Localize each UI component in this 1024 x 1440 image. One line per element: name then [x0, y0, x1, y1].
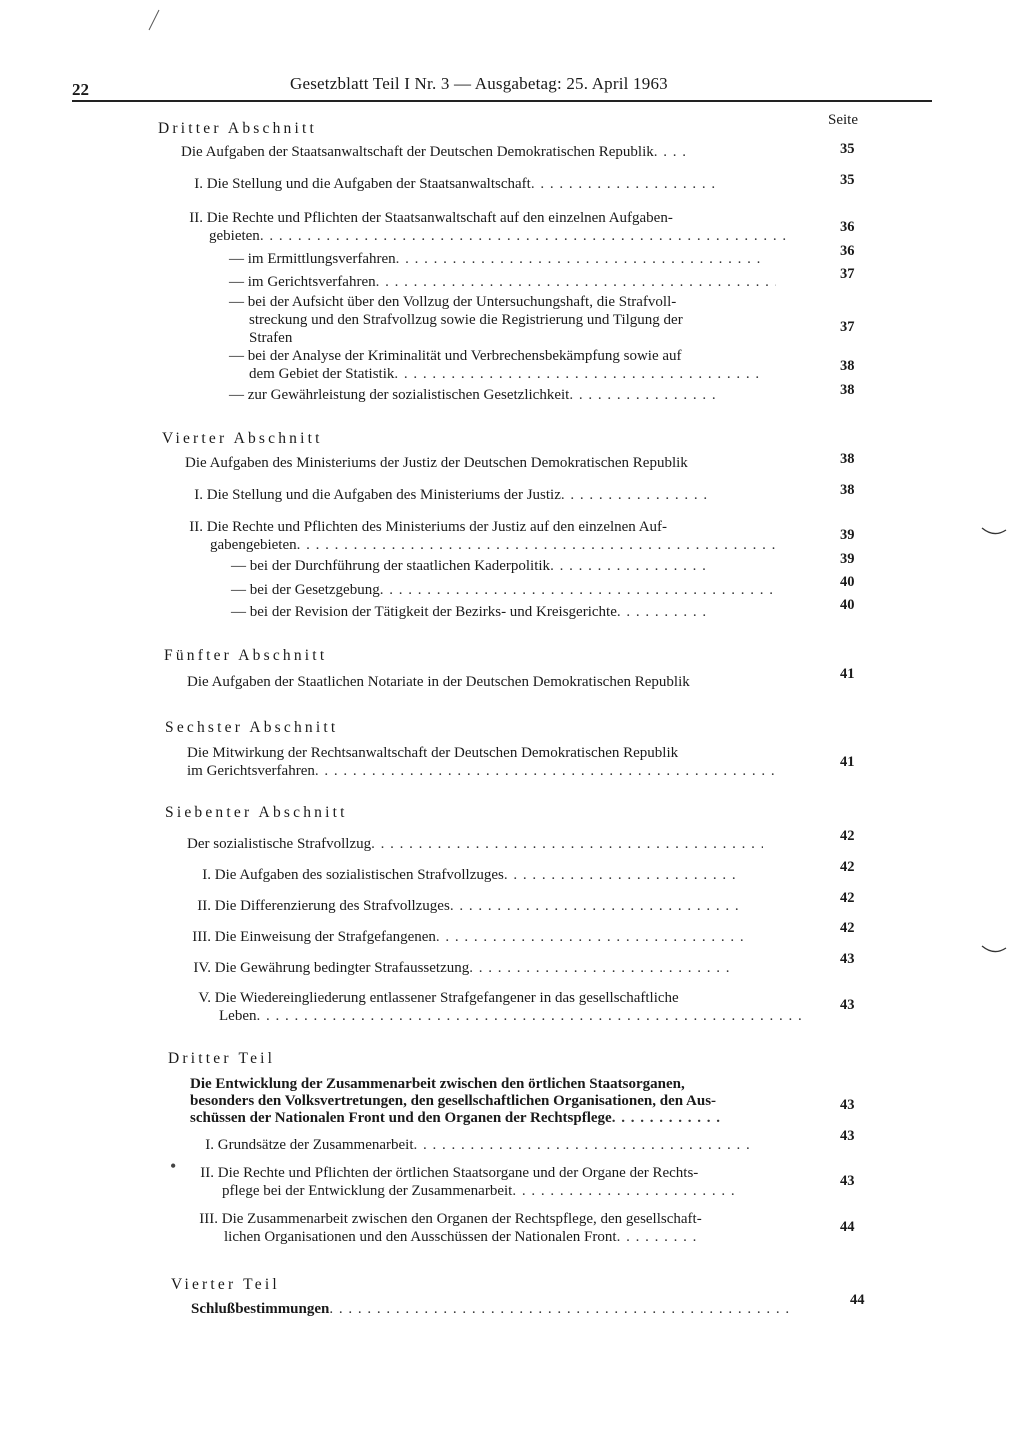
toc-entry: Die Aufgaben des Ministeriums der Justiz der Deutschen Demokratischen Republik: [185, 455, 688, 471]
toc-page-number: 37: [840, 319, 855, 335]
toc-page-number: 39: [840, 527, 855, 543]
toc-entry: — im Gerichtsverfahren. . .: [229, 273, 776, 291]
toc-page-number: 43: [840, 1128, 855, 1144]
toc-entry: III. Die Zusammenarbeit zwischen den Organen der Rechtspflege, den gesellschaft-: [199, 1211, 702, 1227]
toc-page-number: 36: [840, 243, 855, 259]
toc-entry: Die Mitwirkung der Rechtsanwaltschaft der Deutschen Demokratischen Republik: [187, 745, 679, 761]
toc-entry: Die Aufgaben der Staatsanwaltschaft der Deutschen Demokratischen Republik. . .: [181, 143, 686, 161]
toc-entry: III. Die Einweisung der Strafgefangenen. . .: [187, 928, 748, 946]
part-heading: Dritter Teil: [168, 1050, 276, 1067]
toc-page-number: 41: [840, 666, 855, 682]
toc-entry: I. Grundsätze der Zusammenarbeit. . .: [190, 1136, 754, 1154]
stray-mark: •: [170, 1156, 177, 1176]
toc-page-number: 37: [840, 266, 855, 282]
toc-entry: I. Die Aufgaben des sozialistischen Strafvollzuges. . .: [187, 866, 740, 884]
part-heading: Vierter Teil: [171, 1276, 280, 1293]
toc-page-number: 42: [840, 828, 855, 844]
toc-entry-continuation: im Gerichtsverfahren. . .: [187, 762, 775, 780]
toc-entry-continuation: besonders den Volksvertretungen, den gesellschaftlichen Organisationen, den Aus-: [190, 1093, 717, 1109]
running-title: Gesetzblatt Teil I Nr. 3 — Ausgabetag: 25. April 1963: [290, 74, 668, 93]
toc-entry: II. Die Differenzierung des Strafvollzuges. . .: [187, 897, 740, 915]
page-header: [72, 74, 932, 102]
toc-page-number: 38: [840, 358, 855, 374]
toc-entry-continuation: schüssen der Nationalen Front und den Organen der Rechtspflege. . .: [190, 1109, 722, 1127]
page-column-label: Seite: [828, 112, 858, 128]
toc-page-number: 43: [840, 1097, 855, 1113]
toc-entry: V. Die Wiedereingliederung entlassener Strafgefangener in das gesellschaftliche: [198, 990, 679, 1006]
toc-page-number: 41: [840, 754, 855, 770]
toc-entry: — im Ermittlungsverfahren. . .: [229, 250, 764, 268]
toc-page-number: 39: [840, 551, 855, 567]
toc-entry: I. Die Stellung und die Aufgaben des Ministeriums der Justiz. . .: [185, 486, 711, 504]
toc-entry: — zur Gewährleistung der sozialistischen Gesetzlichkeit. . .: [229, 386, 719, 404]
toc-page-number: 38: [840, 482, 855, 498]
toc-entry: Schlußbestimmungen. . .: [191, 1300, 795, 1318]
toc-page-number: 38: [840, 382, 855, 398]
toc-entry-continuation: lichen Organisationen und den Ausschüssen der Nationalen Front. . .: [224, 1228, 703, 1246]
section-heading: Siebenter Abschnitt: [165, 804, 348, 821]
section-heading: Dritter Abschnitt: [158, 120, 318, 137]
toc-page-number: 42: [840, 890, 855, 906]
toc-page-number: 40: [840, 597, 855, 613]
toc-page-number: 36: [840, 219, 855, 235]
toc-entry: I. Die Stellung und die Aufgaben der Staatsanwaltschaft. . .: [181, 175, 721, 193]
toc-entry-continuation: dem Gebiet der Statistik. . .: [249, 365, 764, 383]
toc-entry: — bei der Aufsicht über den Vollzug der Untersuchungshaft, die Strafvoll-: [229, 294, 677, 310]
toc-entry: — bei der Analyse der Kriminalität und Verbrechensbekämpfung sowie auf: [229, 348, 682, 364]
toc-page-number: 35: [840, 141, 855, 157]
toc-page-number: 43: [840, 997, 855, 1013]
toc-entry: Der sozialistische Strafvollzug. . .: [187, 835, 763, 853]
section-heading: Fünfter Abschnitt: [164, 647, 328, 664]
toc-entry: Die Entwicklung der Zusammenarbeit zwischen den örtlichen Staatsorganen,: [190, 1076, 685, 1092]
margin-mark: [980, 942, 1008, 956]
margin-mark: [980, 524, 1008, 538]
toc-entry-continuation: Leben. . .: [219, 1007, 804, 1025]
toc-page-number: 40: [840, 574, 855, 590]
toc-page-number: 42: [840, 859, 855, 875]
toc-page-number: 43: [840, 1173, 855, 1189]
toc-page-number: 44: [850, 1292, 865, 1308]
toc-entry: II. Die Rechte und Pflichten des Ministeriums der Justiz auf den einzelnen Auf-: [189, 519, 668, 535]
toc-entry: II. Die Rechte und Pflichten der Staatsanwaltschaft auf den einzelnen Aufgaben-: [189, 210, 673, 226]
toc-entry: IV. Die Gewährung bedingter Strafaussetzung. . .: [187, 959, 731, 977]
toc-entry: Die Aufgaben der Staatlichen Notariate in der Deutschen Demokratischen Republik: [187, 674, 690, 690]
section-heading: Vierter Abschnitt: [162, 430, 323, 447]
toc-page-number: 35: [840, 172, 855, 188]
toc-entry: — bei der Durchführung der staatlichen Kaderpolitik. . .: [231, 557, 710, 575]
margin-mark: [146, 8, 162, 32]
toc-entry-continuation: pflege bei der Entwicklung der Zusammenarbeit. . .: [222, 1182, 738, 1200]
toc-entry-continuation: gabengebieten. . .: [210, 536, 781, 554]
toc-page-number: 43: [840, 951, 855, 967]
toc-entry-continuation: streckung und den Strafvollzug sowie die Registrierung und Tilgung der: [249, 312, 683, 328]
toc-entry-continuation: gebieten. . .: [209, 227, 788, 245]
toc-entry: II. Die Rechte und Pflichten der örtlichen Staatsorgane und der Organe der Rechts-: [200, 1165, 699, 1181]
toc-entry: — bei der Gesetzgebung. . .: [231, 581, 776, 599]
page-number: 22: [72, 80, 89, 99]
toc-entry: — bei der Revision der Tätigkeit der Bezirks- und Kreisgerichte. . .: [231, 603, 709, 621]
toc-page-number: 42: [840, 920, 855, 936]
toc-page-number: 38: [840, 451, 855, 467]
toc-page-number: 44: [840, 1219, 855, 1235]
section-heading: Sechster Abschnitt: [165, 719, 339, 736]
toc-entry-continuation: Strafen: [249, 330, 293, 346]
